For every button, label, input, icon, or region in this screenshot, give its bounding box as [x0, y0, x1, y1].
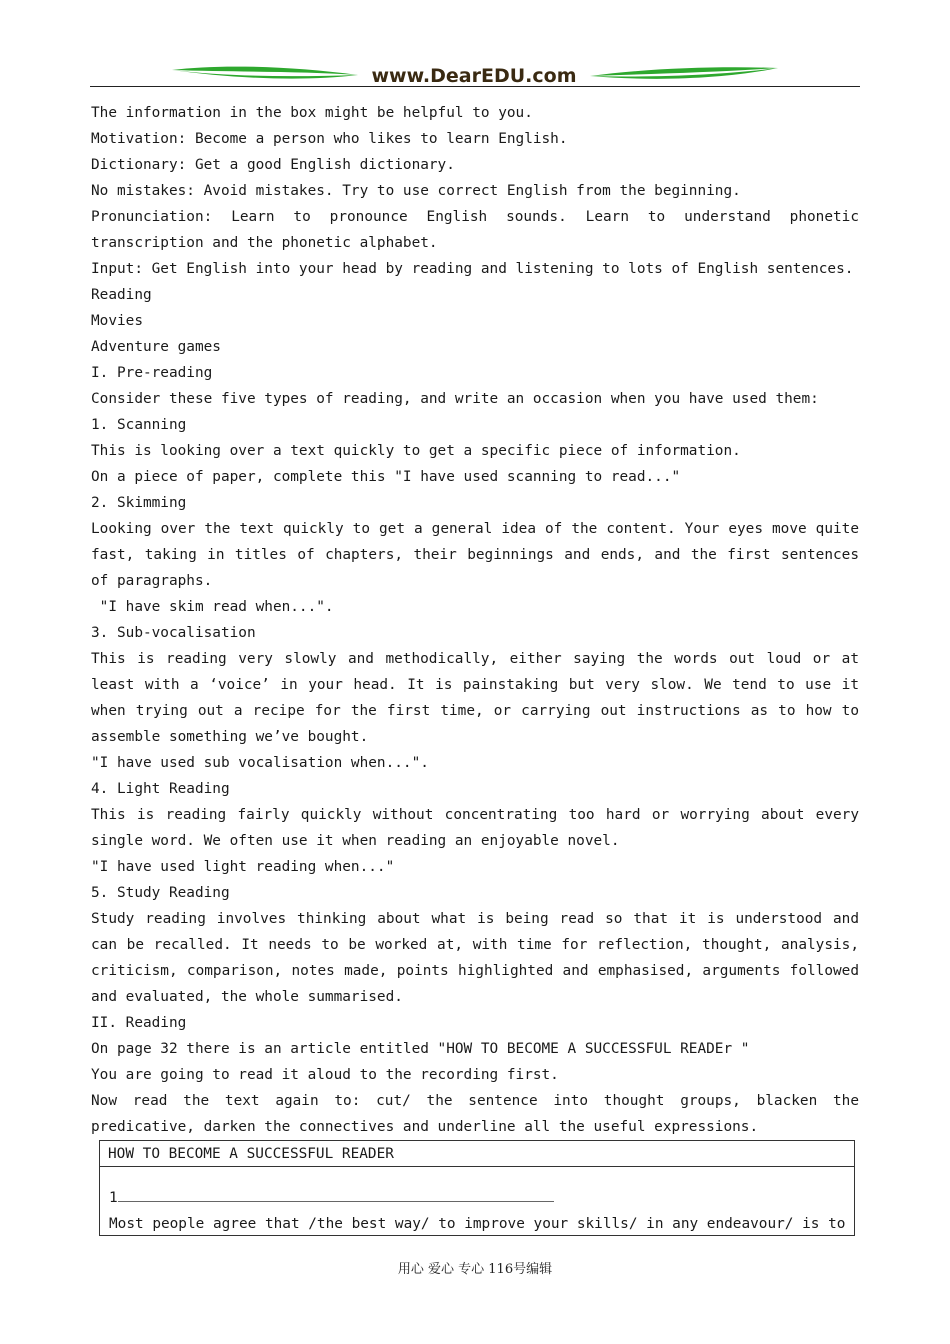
paragraph: The information in the box might be helpful to you. — [91, 105, 533, 121]
section-heading: II. Reading — [91, 1015, 187, 1031]
subsection-heading: 2. Skimming — [91, 495, 187, 511]
answer-blank[interactable] — [118, 1187, 554, 1202]
paragraph: Looking over the text quickly to get a general idea of the content. Your eyes move quite fast, taking in titles of chapters, their beginnings and ends, and the first sentences of paragraphs. — [91, 521, 859, 589]
article-item-line — [109, 1187, 554, 1208]
subsection-heading: 3. Sub-vocalisation — [91, 625, 256, 641]
paragraph: Study reading involves thinking about what is being read so that it is understood and can be recalled. It needs to be worked at, with time for reflection, thought, analysis, criticism, comparison, notes made, points highlighted and emphasised, arguments followed and evaluated, the whole summarised. — [91, 911, 859, 1005]
paragraph: Pronunciation: Learn to pronounce English sounds. Learn to understand phonetic transcription and the phonetic alphabet. — [91, 209, 859, 251]
logo-text: www.DearEDU.com — [371, 65, 577, 87]
section-heading: I. Pre-reading — [91, 365, 213, 381]
article-box-title: HOW TO BECOME A SUCCESSFUL READER — [100, 1141, 854, 1167]
article-first-line: Most people agree that /the best way/ to improve your skills/ in any endeavour/ is to — [109, 1216, 846, 1232]
paragraph: "I have skim read when...". — [91, 599, 334, 615]
subsection-heading: 4. Light Reading — [91, 781, 230, 797]
page-footer: 用心 爱心 专心 116号编辑 — [397, 1262, 553, 1277]
paragraph: You are going to read it aloud to the recording first. — [91, 1067, 559, 1083]
paragraph: "I have used sub vocalisation when...". — [91, 755, 429, 771]
subsection-heading: 5. Study Reading — [91, 885, 230, 901]
article-item-number: 1 — [109, 1190, 118, 1206]
paragraph: On a piece of paper, complete this "I have used scanning to read..." — [91, 469, 681, 485]
paragraph: This is reading very slowly and methodically, either saying the words out loud or at least with a ‘voice’ in your head. It is painstaking but very slow. We tend to use it when trying out a recipe for the first time, or carrying out instructions as to how to assemble something we’ve bought. — [91, 651, 859, 745]
list-item: Reading — [91, 287, 152, 303]
document-body — [91, 100, 859, 1140]
site-header — [90, 60, 860, 88]
dearedu-logo — [90, 60, 860, 88]
paragraph: Now read the text again to: cut/ the sentence into thought groups, blacken the predicative, darken the connectives and underline all the useful expressions. — [91, 1093, 859, 1135]
paragraph: Input: Get English into your head by reading and listening to lots of English sentences. — [91, 261, 854, 277]
paragraph: On page 32 there is an article entitled "HOW TO BECOME A SUCCESSFUL READEr " — [91, 1041, 750, 1057]
header-rule — [90, 86, 860, 87]
list-item: Adventure games — [91, 339, 221, 355]
left-swoosh — [172, 67, 358, 75]
paragraph: Consider these five types of reading, and write an occasion when you have used them: — [91, 391, 819, 407]
paragraph: This is looking over a text quickly to get a specific piece of information. — [91, 443, 741, 459]
subsection-heading: 1. Scanning — [91, 417, 187, 433]
paragraph: Motivation: Become a person who likes to learn English. — [91, 131, 568, 147]
paragraph: No mistakes: Avoid mistakes. Try to use correct English from the beginning. — [91, 183, 741, 199]
paragraph: "I have used light reading when..." — [91, 859, 395, 875]
paragraph: Dictionary: Get a good English dictionary. — [91, 157, 455, 173]
list-item: Movies — [91, 313, 143, 329]
article-box — [99, 1140, 855, 1236]
paragraph: This is reading fairly quickly without concentrating too hard or worrying about every single word. We often use it when reading an enjoyable novel. — [91, 807, 859, 849]
